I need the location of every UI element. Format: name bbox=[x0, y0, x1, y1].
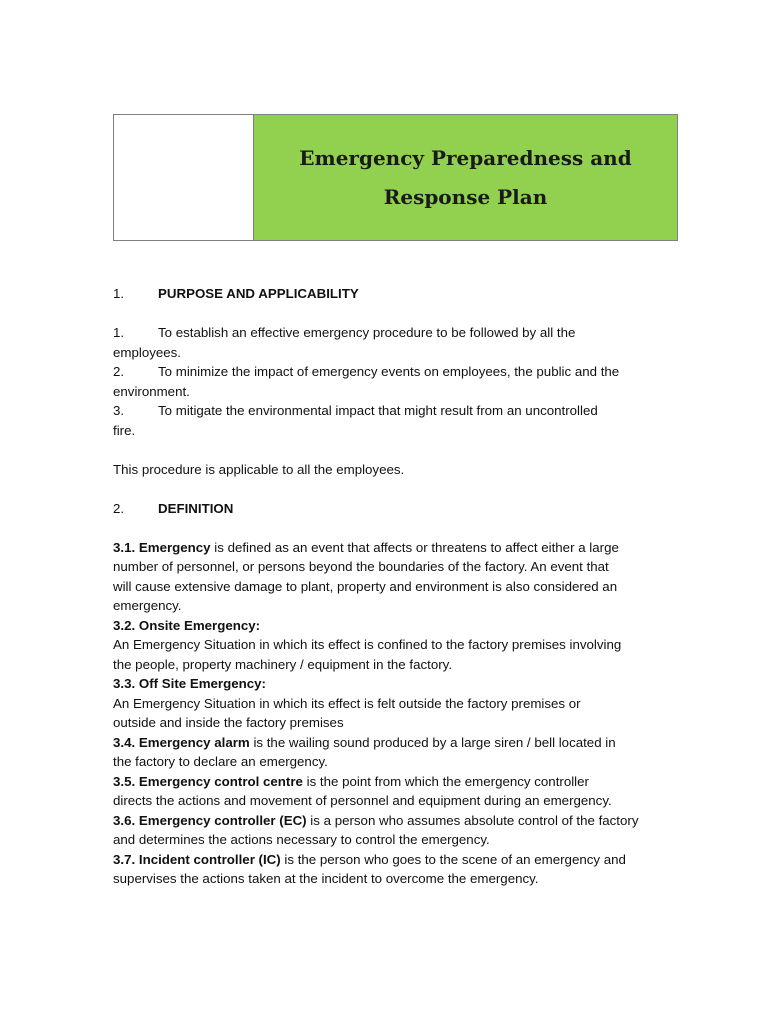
definition-emergency-controller bbox=[113, 811, 653, 850]
section-number: 2. bbox=[113, 500, 125, 516]
section-number: 1. bbox=[113, 286, 125, 301]
section-1-heading bbox=[113, 284, 653, 304]
definition-text: directs the actions and movement of personnel and equipment during an emergency. bbox=[113, 793, 612, 808]
purpose-item bbox=[113, 362, 653, 401]
definition-text: and determines the actions necessary to control the emergency. bbox=[113, 832, 490, 847]
item-number: 1. bbox=[113, 325, 125, 340]
section-title: PURPOSE AND APPLICABILITY bbox=[158, 286, 359, 301]
definition-incident-controller bbox=[113, 850, 653, 889]
definition-text: the factory to declare an emergency. bbox=[113, 754, 328, 769]
item-text: To minimize the impact of emergency events on employees, the public and the bbox=[158, 364, 620, 379]
document-body bbox=[113, 284, 653, 889]
document-title-line-1: Emergency Preparedness and bbox=[299, 145, 632, 170]
definition-text: number of personnel, or persons beyond the boundaries of the factory. An event that bbox=[113, 559, 609, 574]
definition-emergency bbox=[113, 538, 653, 616]
purpose-item bbox=[113, 401, 653, 440]
definition-term: 3.4. Emergency alarm bbox=[113, 734, 250, 750]
definition-term: 3.2. Onsite Emergency: bbox=[113, 617, 261, 633]
item-number: 2. bbox=[113, 364, 125, 379]
definition-term: 3.7. Incident controller (IC) bbox=[113, 851, 281, 867]
document-header-table bbox=[113, 114, 678, 241]
definition-text: outside and inside the factory premises bbox=[113, 715, 344, 730]
item-number: 3. bbox=[113, 403, 125, 418]
definition-term: 3.5. Emergency control centre bbox=[113, 773, 303, 789]
section-2-heading bbox=[113, 499, 653, 519]
item-text: To mitigate the environmental impact that might result from an uncontrolled bbox=[158, 403, 598, 418]
definition-onsite-emergency bbox=[113, 616, 653, 675]
definition-offsite-emergency bbox=[113, 674, 653, 733]
title-cell bbox=[254, 115, 677, 240]
item-text-continued: environment. bbox=[113, 383, 190, 399]
definition-text: An Emergency Situation in which its effect is felt outside the factory premises or bbox=[113, 695, 581, 711]
definition-text: is a person who assumes absolute control of the factory bbox=[306, 812, 639, 828]
definition-text: is the point from which the emergency controller bbox=[302, 773, 589, 789]
definition-text: the people, property machinery / equipment in the factory. bbox=[113, 656, 453, 672]
applicability-statement: This procedure is applicable to all the employees. bbox=[113, 461, 405, 477]
logo-placeholder-cell bbox=[114, 115, 254, 240]
definition-text: supervises the actions taken at the incident to overcome the emergency. bbox=[113, 871, 539, 886]
definition-term: 3.1. Emergency bbox=[113, 539, 211, 555]
definition-text: An Emergency Situation in which its effect is confined to the factory premises involving bbox=[113, 637, 622, 652]
item-text-continued: fire. bbox=[113, 422, 136, 438]
definition-text: emergency. bbox=[113, 598, 182, 613]
section-title: DEFINITION bbox=[158, 500, 234, 516]
definition-text: will cause extensive damage to plant, property and environment is also considered an bbox=[113, 578, 618, 594]
purpose-item bbox=[113, 323, 653, 362]
definition-term: 3.6. Emergency controller (EC) bbox=[113, 812, 307, 828]
item-text-continued: employees. bbox=[113, 344, 181, 360]
item-text: To establish an effective emergency procedure to be followed by all the bbox=[158, 325, 576, 340]
definition-emergency-alarm bbox=[113, 733, 653, 772]
document-title-line-2: Response Plan bbox=[383, 184, 548, 209]
definition-text: is defined as an event that affects or threatens to affect either a large bbox=[210, 539, 619, 555]
definition-emergency-control-centre bbox=[113, 772, 653, 811]
definition-text: is the wailing sound produced by a large siren / bell located in bbox=[249, 734, 616, 750]
definition-text: is the person who goes to the scene of an emergency and bbox=[280, 851, 626, 867]
definition-term: 3.3. Off Site Emergency: bbox=[113, 676, 266, 691]
